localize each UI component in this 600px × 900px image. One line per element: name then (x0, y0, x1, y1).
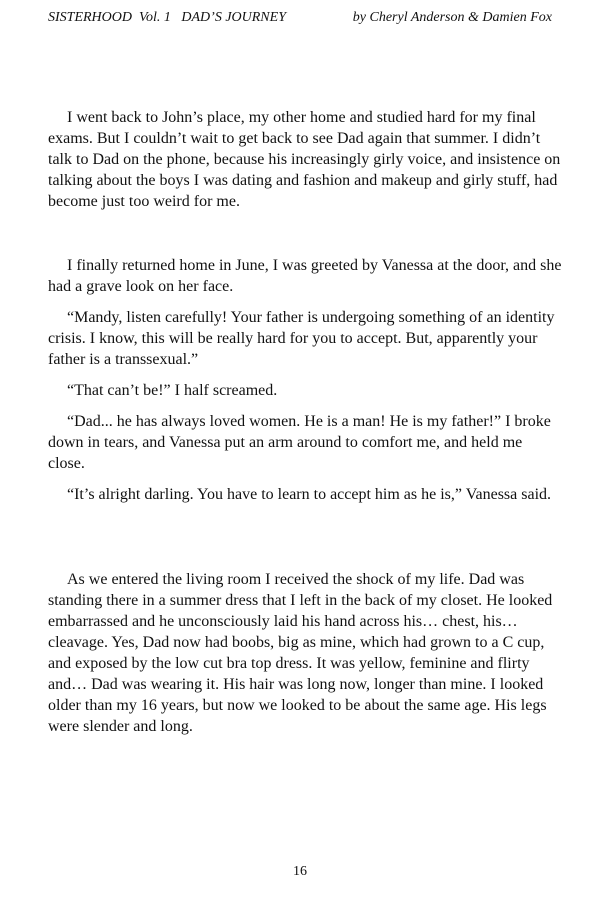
paragraph: “Mandy, listen carefully! Your father is undergoing something of an identity crisis. I know, this will be really hard for you to accept. But, apparently your father is a transsexual.” (48, 309, 555, 368)
text-block-1 (48, 107, 562, 212)
paragraph: I went back to John’s place, my other home and studied hard for my final exams. But I couldn’t wait to get back to see Dad again that summer. I didn’t talk to Dad on the phone, because his increasingly girly voice, and insistence on talking about the boys I was dating and fashion and makeup and girly stuff, had become just too weird for me. (48, 109, 561, 210)
paragraph-gap (48, 401, 562, 411)
page-number: 16 (293, 864, 307, 879)
paragraph: “That can’t be!” I half screamed. (67, 382, 278, 399)
paragraph: I finally returned home in June, I was greeted by Vanessa at the door, and she had a grave look on her face. (48, 257, 562, 295)
header-authors: by Cheryl Anderson & Damien Fox (352, 10, 552, 25)
text-block-2 (48, 255, 562, 505)
text-block-3 (48, 569, 562, 737)
paragraph-gap (48, 370, 562, 380)
paragraph: As we entered the living room I received the shock of my life. Dad was standing there in a summer dress that I left in the back of my closet. He looked embarrassed and he unconsciously laid his hand across his… chest, his… cleavage. Yes, Dad now had boobs, big as mine, which had grown to a C cup, and exposed by the low cut bra top dress. It was yellow, feminine and flirty and… Dad was wearing it. His hair was long now, longer than mine. I looked older than my 16 years, but now we looked to be about the same age. His legs were slender and long. (48, 571, 553, 735)
paragraph: “It’s alright darling. You have to learn to accept him as he is,” Vanessa said. (67, 486, 552, 503)
running-header (48, 9, 552, 27)
paragraph-gap (48, 474, 562, 484)
header-title: SISTERHOOD Vol. 1 DAD’S JOURNEY (48, 10, 286, 25)
paragraph: “Dad... he has always loved women. He is a man! He is my father!” I broke down in tears, and Vanessa put an arm around to comfort me, and held me close. (48, 413, 551, 472)
paragraph-gap (48, 297, 562, 307)
